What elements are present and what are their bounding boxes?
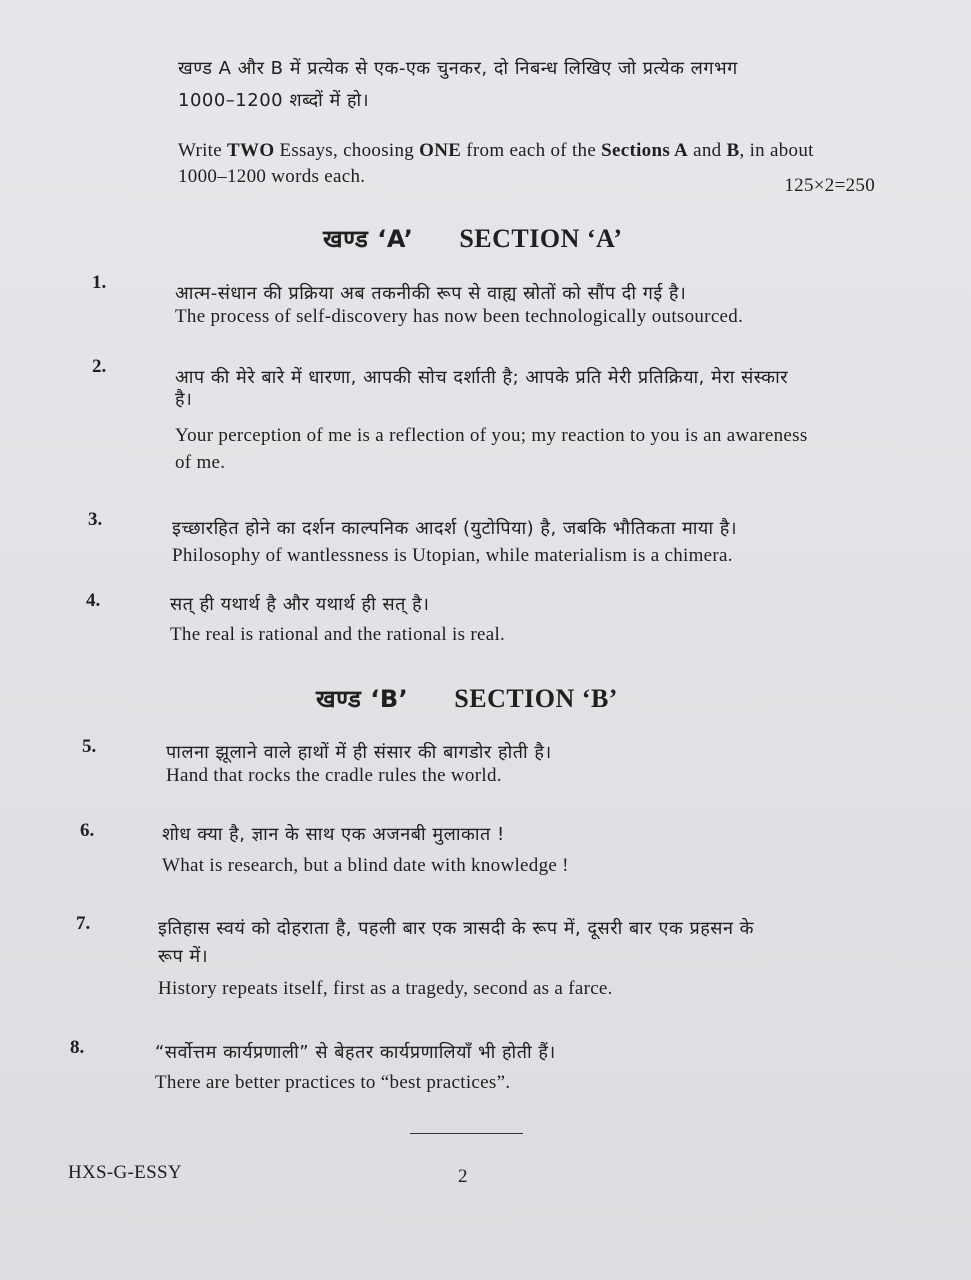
section-a-english: SECTION ‘A’	[459, 224, 623, 253]
question-number: 4.	[86, 590, 101, 611]
marks-label: 125×2=250	[784, 175, 875, 196]
instruction-text: from each of the	[461, 140, 602, 161]
question-hindi: इतिहास स्वयं को दोहराता है, पहली बार एक त्रासदी के रूप में, दूसरी बार एक प्रहसन के	[158, 918, 754, 939]
question-number: 1.	[92, 272, 107, 293]
question-english: Hand that rocks the cradle rules the world.	[166, 765, 502, 786]
question-hindi-cont: है।	[175, 389, 193, 410]
page-number: 2	[458, 1166, 468, 1187]
question-english: The real is rational and the rational is real.	[170, 624, 506, 645]
instruction-bold: ONE	[419, 140, 462, 161]
question-number: 7.	[76, 913, 91, 934]
instruction-text: , in about	[739, 140, 814, 161]
question-english: Your perception of me is a reflection of you; my reaction to you is an awareness	[175, 425, 808, 446]
question-hindi: आप की मेरे बारे में धारणा, आपकी सोच दर्शाती है; आपके प्रति मेरी प्रतिक्रिया, मेरा संस्कार	[175, 367, 789, 388]
instruction-text: and	[688, 140, 727, 161]
instruction-bold: TWO	[227, 140, 275, 161]
section-b-heading	[316, 682, 618, 715]
question-number: 5.	[82, 736, 97, 757]
question-english: Philosophy of wantlessness is Utopian, while materialism is a chimera.	[172, 545, 733, 566]
section-a-hindi: खण्ड ‘A’	[323, 225, 414, 253]
end-rule	[410, 1133, 523, 1134]
question-hindi: पालना झूलाने वाले हाथों में ही संसार की बागडोर होती है।	[166, 742, 552, 763]
question-number: 3.	[88, 509, 103, 530]
instruction-text: Essays, choosing	[274, 140, 420, 161]
question-hindi: सत् ही यथार्थ है और यथार्थ ही सत् है।	[170, 594, 430, 615]
question-hindi: इच्छारहित होने का दर्शन काल्पनिक आदर्श (युटोपिया) है, जबकि भौतिकता माया है।	[172, 518, 738, 539]
question-english-cont: of me.	[175, 452, 226, 473]
instruction-text: Write	[178, 140, 228, 161]
paper-code: HXS-G-ESSY	[68, 1162, 182, 1183]
question-english: What is research, but a blind date with knowledge !	[162, 855, 569, 876]
question-number: 6.	[80, 820, 95, 841]
question-english: There are better practices to “best practices”.	[155, 1072, 511, 1093]
instruction-english-line1	[178, 140, 878, 162]
instruction-hindi-line1: खण्ड A और B में प्रत्येक से एक-एक चुनकर, दो निबन्ध लिखिए जो प्रत्येक लगभग	[178, 58, 738, 79]
section-b-english: SECTION ‘B’	[454, 684, 618, 713]
question-english: The process of self-discovery has now been technologically outsourced.	[175, 306, 744, 327]
instruction-hindi-line2: 1000–1200 शब्दों में हो।	[178, 90, 370, 111]
instruction-english-line2: 1000–1200 words each.	[178, 166, 366, 187]
question-hindi: आत्म-संधान की प्रक्रिया अब तकनीकी रूप से वाह्य स्रोतों को सौंप दी गई है।	[175, 283, 687, 304]
section-a-heading	[323, 222, 623, 255]
question-hindi: शोध क्या है, ज्ञान के साथ एक अजनबी मुलाकात !	[162, 824, 505, 845]
section-b-hindi: खण्ड ‘B’	[316, 685, 409, 713]
question-number: 2.	[92, 356, 107, 377]
instruction-bold: Sections A	[601, 140, 689, 161]
instruction-bold: B	[726, 140, 740, 161]
question-hindi: “सर्वोत्तम कार्यप्रणाली” से बेहतर कार्यप्रणालियाँ भी होती हैं।	[155, 1042, 556, 1063]
question-number: 8.	[70, 1037, 85, 1058]
question-hindi-cont: रूप में।	[158, 946, 209, 967]
question-english: History repeats itself, first as a tragedy, second as a farce.	[158, 978, 613, 999]
